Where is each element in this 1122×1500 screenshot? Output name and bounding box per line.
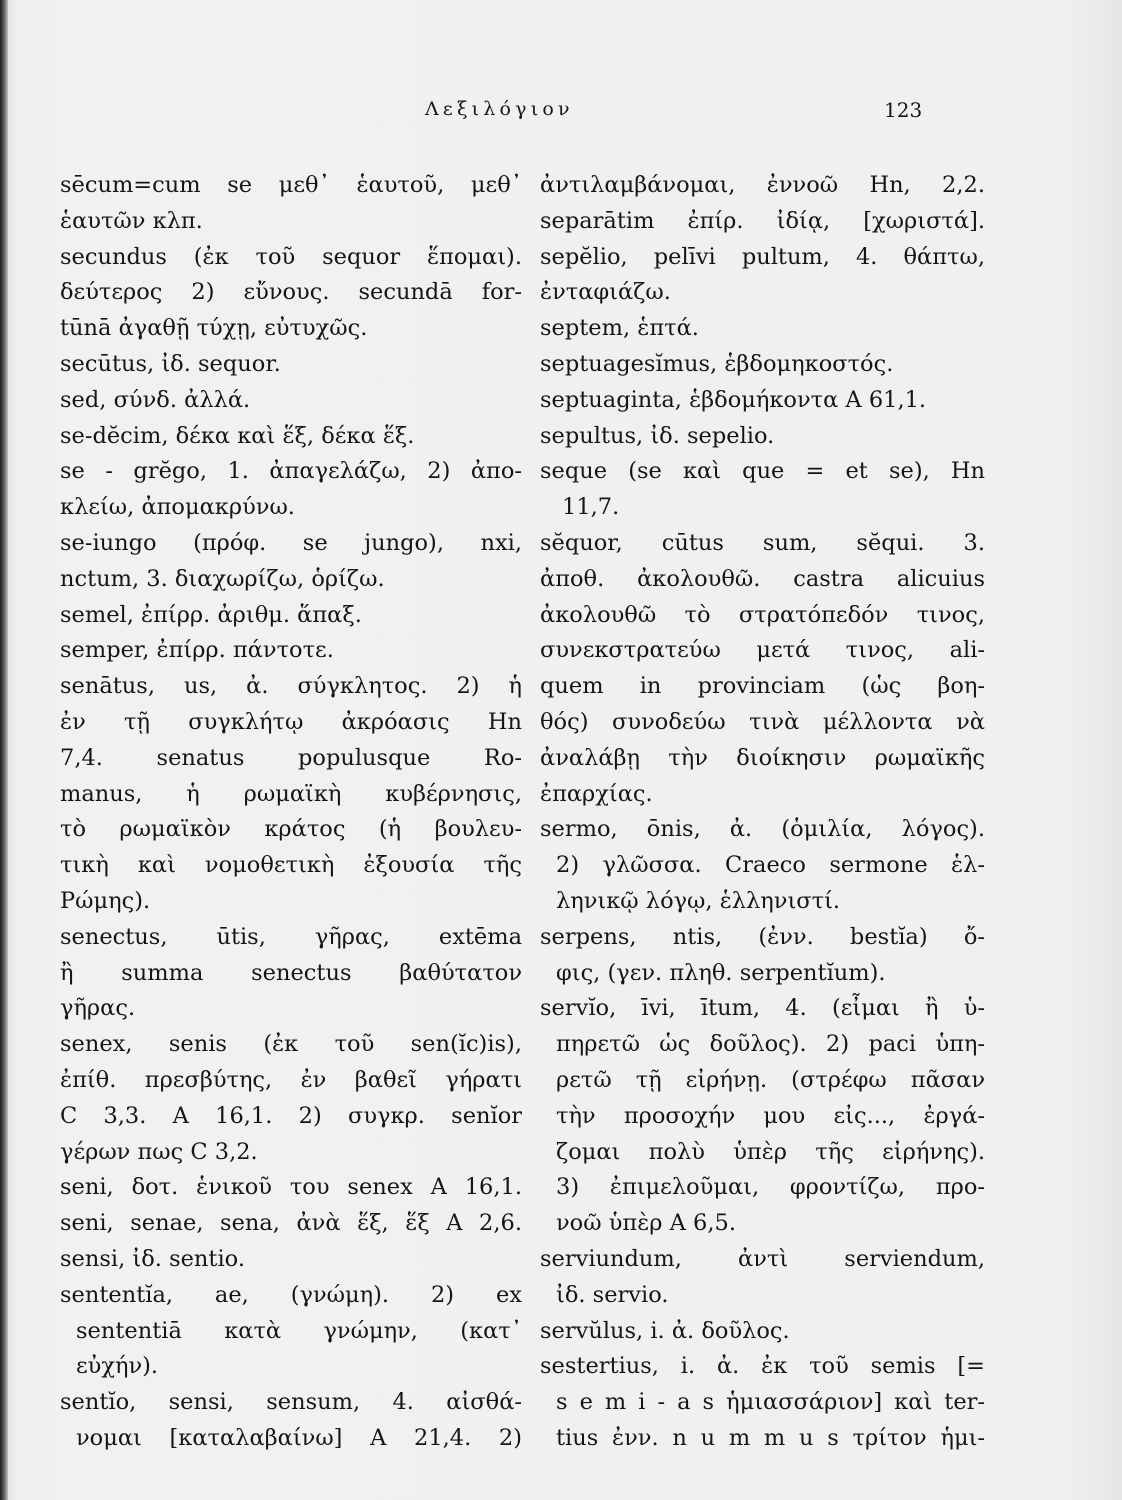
dictionary-line: C 3,3. A 16,1. 2) συγκρ. senĭor <box>60 1102 522 1129</box>
dictionary-line: εὐχήν). <box>76 1353 159 1380</box>
dictionary-line: Ρώμης). <box>60 887 151 914</box>
dictionary-line: seni, senae, sena, ἀνὰ ἕξ, ἕξ A 2,6. <box>60 1210 522 1237</box>
dictionary-line: septuaginta, ἑβδομήκοντα A 61,1. <box>540 386 927 413</box>
dictionary-line: νοῶ ὑπὲρ A 6,5. <box>556 1210 736 1237</box>
dictionary-line: servŭlus, i. ἀ. δοῦλος. <box>540 1317 790 1344</box>
dictionary-line: sententiā κατὰ γνώμην, (κατ᾽ <box>76 1317 522 1344</box>
dictionary-line: septem, ἑπτά. <box>540 315 699 342</box>
dictionary-line: nctum, 3. διαχωρίζω, ὁρίζω. <box>60 565 385 592</box>
left-column <box>60 168 522 1457</box>
page-number: 123 <box>884 98 923 122</box>
dictionary-line: 7,4. senatus populusque Ro- <box>60 744 522 771</box>
dictionary-line: tūnā ἀγαθῇ τύχῃ, εὐτυχῶς. <box>60 315 368 342</box>
dictionary-line: ἀναλάβῃ τὴν διοίκησιν ρωμαϊκῆς <box>540 744 985 771</box>
dictionary-line: θός) συνοδεύω τινὰ μέλλοντα νὰ <box>540 708 985 735</box>
dictionary-line: γῆρας. <box>60 995 136 1022</box>
dictionary-line: δεύτερος 2) εὔνους. secundā for- <box>60 279 522 306</box>
dictionary-line: senex, senis (ἐκ τοῦ sen(ĭc)is), <box>60 1031 522 1058</box>
dictionary-line: ἀντιλαμβάνομαι, ἐννοῶ Hn, 2,2. <box>540 172 985 198</box>
dictionary-line: ρετῶ τῇ εἰρήνῃ. (στρέφω πᾶσαν <box>556 1066 985 1093</box>
running-title: Λεξιλόγιον <box>425 98 574 120</box>
dictionary-line: se - grĕgo, 1. ἀπαγελάζω, 2) ἀπο- <box>60 458 522 485</box>
dictionary-line: 11,7. <box>562 494 620 521</box>
dictionary-line: semel, ἐπίρρ. ἀριθμ. ἅπαξ. <box>60 601 362 628</box>
dictionary-line: ἀκολουθῶ τὸ στρατόπεδόν τινος, <box>540 601 985 628</box>
dictionary-line: κλείω, ἀπομακρύνω. <box>60 494 295 521</box>
dictionary-line: ἰδ. servio. <box>556 1281 669 1308</box>
dictionary-line: servĭo, īvi, ītum, 4. (εἶμαι ἢ ὑ- <box>540 995 985 1022</box>
dictionary-line: sepultus, ἰδ. sepelio. <box>540 422 775 449</box>
dictionary-line: γέρων πως C 3,2. <box>60 1138 258 1165</box>
dictionary-line: συνεκστρατεύω μετά τινος, ali- <box>540 637 985 664</box>
dictionary-line: 2) γλῶσσα. Craeco sermone ἑλ- <box>556 852 985 879</box>
dictionary-line: senectus, ūtis, γῆρας, extēma <box>60 923 522 950</box>
dictionary-line: sepĕlio, pelīvi pultum, 4. θάπτω, <box>540 243 985 270</box>
dictionary-line: quem in provinciam (ὡς βοη- <box>540 673 985 700</box>
dictionary-line: 3) ἐπιμελοῦμαι, φροντίζω, προ- <box>556 1174 985 1201</box>
dictionary-line: secundus (ἐκ τοῦ sequor ἕπομαι). <box>60 243 522 270</box>
dictionary-line: septuagesĭmus, ἑβδομηκοστός. <box>540 350 894 377</box>
dictionary-line: seni, δοτ. ἑνικοῦ του senex A 16,1. <box>60 1174 522 1201</box>
dictionary-line: seque (se καὶ que = et se), Hn <box>540 458 985 485</box>
dictionary-line: τικὴ καὶ νομοθετικὴ ἐξουσία τῆς <box>60 852 522 879</box>
dictionary-line: ζομαι πολὺ ὑπὲρ τῆς εἰρήνης). <box>556 1138 985 1165</box>
dictionary-line: sed, σύνδ. ἀλλά. <box>60 386 251 413</box>
dictionary-line: ἀποθ. ἀκολουθῶ. castra alicuius <box>540 565 985 592</box>
dictionary-line: sēcum=cum se μεθ᾽ ἑαυτοῦ, μεθ᾽ <box>60 172 522 198</box>
dictionary-line: ἐν τῇ συγκλήτῳ ἀκρόασις Hn <box>60 708 522 735</box>
dictionary-line: ἐπαρχίας. <box>540 780 653 807</box>
dictionary-line: sermo, ōnis, ἀ. (ὁμιλία, λόγος). <box>540 816 985 843</box>
dictionary-line: τὴν προσοχήν μου εἰς..., ἐργά- <box>556 1102 985 1129</box>
dictionary-line: sĕquor, cūtus sum, sĕqui. 3. <box>540 529 985 556</box>
dictionary-line: τὸ ρωμαϊκὸν κράτος (ἡ βουλευ- <box>60 816 522 843</box>
dictionary-line: separātim ἐπίρ. ἰδίᾳ, [χωριστά]. <box>540 207 985 234</box>
dictionary-line: ἐπίθ. πρεσβύτης, ἐν βαθεῖ γήρατι <box>60 1066 522 1093</box>
dictionary-line: sensi, ἰδ. sentio. <box>60 1245 245 1272</box>
dictionary-line: manus, ἡ ρωμαϊκὴ κυβέρνησις, <box>60 780 522 807</box>
dictionary-line: νομαι [καταλαβαίνω] A 21,4. 2) <box>76 1424 522 1451</box>
dictionary-line: se-dĕcim, δέκα καὶ ἕξ, δέκα ἕξ. <box>60 422 415 449</box>
right-column <box>540 168 985 1457</box>
dictionary-line: serpens, ntis, (ἐνν. bestĭa) ὄ- <box>540 923 985 950</box>
dictionary-line: ἐνταφιάζω. <box>540 279 671 306</box>
dictionary-line: sententĭa, ae, (γνώμη). 2) ex <box>60 1281 522 1308</box>
dictionary-line: sestertius, i. ἀ. ἐκ τοῦ semis [= <box>540 1353 985 1380</box>
dictionary-line: serviundum, ἀντὶ serviendum, <box>540 1245 985 1272</box>
dictionary-line: ληνικῷ λόγῳ, ἑλληνιστί. <box>556 887 841 914</box>
running-head <box>0 98 1122 128</box>
dictionary-line: senātus, us, ἀ. σύγκλητος. 2) ἡ <box>60 673 522 700</box>
dictionary-line: se-iungo (πρόφ. se jungo), nxi, <box>60 529 522 556</box>
dictionary-line: πηρετῶ ὡς δοῦλος). 2) paci ὑπη- <box>556 1031 985 1058</box>
dictionary-line: φις, (γεν. πληθ. serpentĭum). <box>556 959 886 986</box>
dictionary-line: secūtus, ἰδ. sequor. <box>60 350 281 377</box>
dictionary-line: ἑαυτῶν κλπ. <box>60 207 203 234</box>
binding-edge <box>0 0 8 1500</box>
dictionary-line: s e m i - a s ἡμιασσάριον] καὶ ter- <box>556 1389 985 1416</box>
dictionary-line: tius ἐνν. n u m m u s τρίτον ἡμι- <box>556 1424 985 1451</box>
dictionary-line: sentĭo, sensi, sensum, 4. αἰσθά- <box>60 1389 522 1416</box>
dictionary-line: ἢ summa senectus βαθύτατον <box>60 959 522 986</box>
dictionary-line: semper, ἐπίρρ. πάντοτε. <box>60 637 334 664</box>
